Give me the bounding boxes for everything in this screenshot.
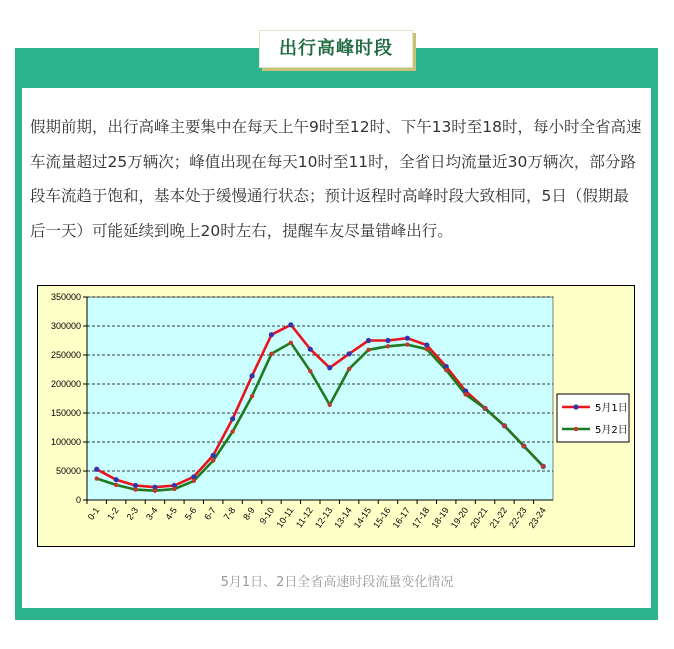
data-point-2	[328, 403, 332, 407]
data-point-1	[308, 347, 313, 352]
data-point-1	[249, 373, 254, 378]
data-point-2	[308, 369, 312, 373]
chart-caption: 5月1日、2日全省高速时段流量变化情况	[220, 575, 454, 590]
x-tick-label: 12-13	[312, 505, 335, 531]
x-tick-label: 14-15	[351, 505, 374, 531]
x-tick-label: 8-9	[241, 505, 257, 522]
data-point-2	[366, 348, 370, 352]
x-tick-label: 1-2	[105, 505, 121, 522]
x-tick-label: 23-24	[526, 505, 548, 531]
data-point-2	[386, 344, 390, 348]
data-point-2	[133, 487, 137, 491]
x-tick-label: 5-6	[182, 505, 199, 522]
x-tick-label: 22-23	[507, 505, 529, 531]
data-point-2	[405, 342, 409, 346]
y-tick-label: 300000	[50, 321, 81, 331]
x-tick-label: 11-12	[293, 505, 315, 530]
data-point-1	[94, 467, 99, 472]
data-point-2	[211, 458, 215, 462]
x-tick-label: 21-22	[487, 505, 510, 531]
data-point-1	[269, 332, 274, 337]
data-point-1	[114, 477, 119, 482]
data-point-1	[424, 343, 429, 348]
data-point-1	[211, 453, 216, 458]
data-point-1	[191, 474, 196, 479]
x-tick-label: 0-1	[85, 505, 102, 522]
x-tick-label: 18-19	[429, 505, 451, 531]
data-point-2	[250, 394, 254, 398]
data-point-2	[502, 424, 506, 428]
x-tick-label: 19-20	[448, 505, 471, 531]
y-tick-label: 350000	[50, 292, 81, 302]
traffic-chart	[37, 285, 635, 547]
y-tick-label: 0	[75, 495, 81, 505]
section-title: 出行高峰时段	[279, 38, 393, 59]
data-point-2	[230, 429, 234, 433]
data-point-2	[269, 352, 273, 356]
y-tick-label: 100000	[50, 437, 81, 447]
data-point-2	[541, 464, 545, 468]
y-tick-label: 250000	[50, 350, 81, 360]
data-point-2	[522, 444, 526, 448]
x-tick-label: 9-10	[257, 505, 277, 526]
x-tick-label: 15-16	[371, 505, 393, 531]
y-tick-label: 50000	[55, 466, 81, 476]
data-point-2	[172, 487, 176, 491]
data-point-1	[133, 483, 138, 488]
x-tick-label: 13-14	[332, 505, 354, 531]
x-tick-label: 20-21	[468, 505, 490, 531]
x-tick-label: 10-11	[274, 505, 296, 530]
data-point-2	[425, 347, 429, 351]
legend-label-2: 5月2日	[595, 425, 628, 436]
legend-marker-2	[574, 427, 578, 431]
data-point-2	[347, 367, 351, 371]
data-point-2	[463, 392, 467, 396]
data-point-2	[289, 341, 293, 345]
data-point-2	[483, 406, 487, 410]
x-tick-label: 6-7	[202, 505, 218, 522]
x-tick-label: 4-5	[163, 505, 180, 522]
x-tick-label: 17-18	[410, 505, 432, 531]
x-tick-label: 3-4	[143, 505, 160, 522]
description-paragraph: 假期前期，出行高峰主要集中在每天上午9时至12时、下午13时至18时，每小时全省高速车流量超过25万辆次；峰值出现在每天10时至11时，全省日均流量近30万辆次，部分路段车流趋于饱和，基本处于缓慢通行状态；预计返程时高峰时段大致相同，5日（假期最后一天）可能延续到晚上20时左右，提醒车友尽量错峰出行。	[30, 118, 642, 240]
y-tick-label: 200000	[50, 379, 81, 389]
data-point-1	[366, 338, 371, 343]
chart-canvas	[38, 286, 634, 546]
data-point-2	[444, 368, 448, 372]
data-point-2	[95, 476, 99, 480]
data-point-1	[385, 338, 390, 343]
section-title-tab	[259, 30, 413, 68]
x-tick-label: 2-3	[124, 505, 141, 522]
data-point-1	[347, 351, 352, 356]
legend-marker-1	[573, 404, 578, 409]
y-tick-label: 150000	[50, 408, 81, 418]
data-point-1	[230, 416, 235, 421]
data-point-2	[192, 479, 196, 483]
data-point-1	[327, 365, 332, 370]
data-point-2	[114, 483, 118, 487]
x-tick-label: 7-8	[221, 505, 238, 522]
data-point-1	[405, 336, 410, 341]
data-point-2	[153, 489, 157, 493]
x-tick-label: 16-17	[390, 505, 413, 531]
data-point-1	[288, 322, 293, 327]
plot-area	[87, 297, 553, 500]
legend-label-1: 5月1日	[595, 403, 628, 414]
